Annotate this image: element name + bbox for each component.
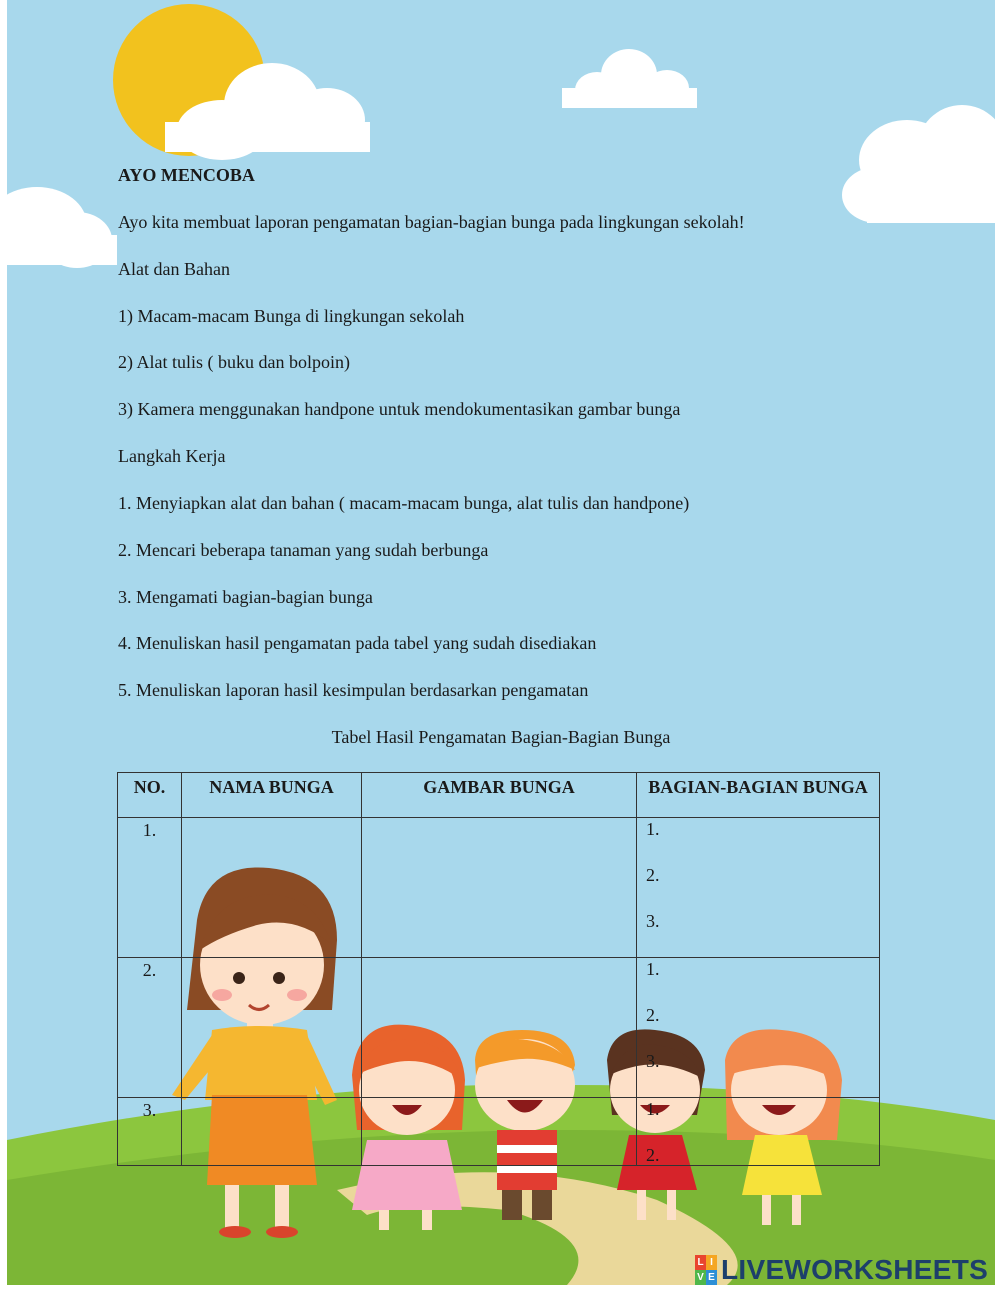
material-item: 1) Macam-macam Bunga di lingkungan sekolah: [118, 306, 465, 326]
heading-ayo-mencoba: AYO MENCOBA: [118, 165, 255, 185]
table-row: [118, 818, 880, 958]
table-row: [118, 1098, 880, 1166]
part-line: 3.: [646, 911, 660, 931]
part-line: 2.: [646, 1005, 660, 1025]
materials-title: Alat dan Bahan: [118, 259, 230, 279]
header-gambar-bunga: GAMBAR BUNGA: [362, 773, 637, 818]
flower-name-cell[interactable]: [182, 1098, 362, 1166]
step-item: 3. Mengamati bagian-bagian bunga: [118, 587, 373, 607]
header-no: NO.: [118, 773, 182, 818]
row-number: 2.: [118, 958, 182, 1098]
table-caption: Tabel Hasil Pengamatan Bagian-Bagian Bunga: [331, 727, 671, 747]
flower-parts-cell[interactable]: [637, 818, 880, 958]
part-line: 2.: [646, 1145, 660, 1165]
logo-letter: V: [695, 1270, 706, 1285]
table-row: [118, 958, 880, 1098]
intro-text: Ayo kita membuat laporan pengamatan bagian-bagian bunga pada lingkungan sekolah!: [118, 212, 745, 232]
part-line: 1.: [646, 959, 660, 979]
live-logo-icon: [695, 1255, 717, 1285]
row-number: 1.: [118, 818, 182, 958]
step-item: 1. Menyiapkan alat dan bahan ( macam-macam bunga, alat tulis dan handpone): [118, 493, 690, 513]
flower-parts-cell[interactable]: [637, 958, 880, 1098]
step-item: 4. Menuliskan hasil pengamatan pada tabel yang sudah disediakan: [118, 633, 597, 653]
header-bagian-bunga: BAGIAN-BAGIAN BUNGA: [637, 773, 880, 818]
part-line: 1.: [646, 1099, 660, 1119]
part-line: 1.: [646, 819, 660, 839]
flower-name-cell[interactable]: [182, 958, 362, 1098]
liveworksheets-logo[interactable]: [695, 1253, 988, 1287]
observation-table: [117, 772, 880, 1166]
flower-parts-cell[interactable]: [637, 1098, 880, 1166]
row-number: 3.: [118, 1098, 182, 1166]
part-line: 2.: [646, 865, 660, 885]
flower-image-cell[interactable]: [362, 1098, 637, 1166]
steps-title: Langkah Kerja: [118, 446, 226, 466]
step-item: 2. Mencari beberapa tanaman yang sudah berbunga: [118, 540, 489, 560]
material-item: 3) Kamera menggunakan handpone untuk mendokumentasikan gambar bunga: [118, 399, 681, 419]
material-item: 2) Alat tulis ( buku dan bolpoin): [118, 352, 350, 372]
flower-name-cell[interactable]: [182, 818, 362, 958]
flower-image-cell[interactable]: [362, 818, 637, 958]
logo-letter: L: [695, 1255, 706, 1270]
step-item: 5. Menuliskan laporan hasil kesimpulan berdasarkan pengamatan: [118, 680, 589, 700]
part-line: 3.: [646, 1051, 660, 1071]
flower-image-cell[interactable]: [362, 958, 637, 1098]
logo-letter: E: [706, 1270, 717, 1285]
worksheet-page: [7, 0, 995, 1285]
cloud-icon: [562, 49, 697, 108]
logo-letter: I: [706, 1255, 717, 1270]
header-nama-bunga: NAMA BUNGA: [182, 773, 362, 818]
cloud-icon: [842, 105, 995, 223]
cloud-icon: [7, 187, 117, 268]
logo-text: LIVEWORKSHEETS: [721, 1254, 989, 1285]
